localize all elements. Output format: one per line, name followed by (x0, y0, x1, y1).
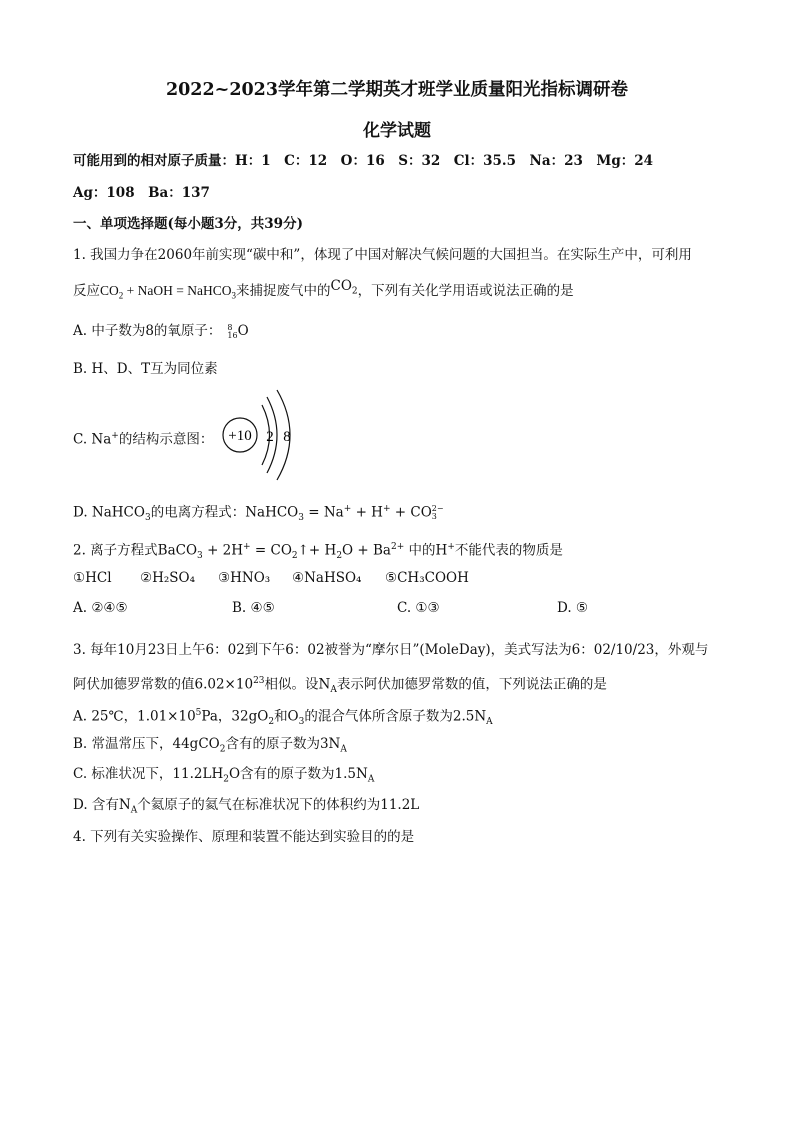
q1-option-d: D. NaHCO$_3$的电离方程式：NaHCO$_3$ = Na+ + H+ + CO 2− 3 (73, 504, 444, 524)
q2-item: ⑤CH₃COOH (385, 570, 469, 586)
q3-option-b: B. 常温常压下，44gCO$_2$含有的原子数为$3N_A$ (73, 736, 347, 755)
q2-option-b: B. ④⑤ (232, 600, 275, 616)
atomic-masses-line1: 可能用到的相对原子质量：H：1 C：12 O：16 S：32 Cl：35.5 Na：23 Mg：24 (73, 153, 654, 169)
q1-option-b: B. H、D、T互为同位素 (73, 361, 218, 377)
exam-title: 2022~2023学年第二学期英才班学业质量阳光指标调研卷 (165, 80, 629, 100)
q1-stem-line2: 反应$CO_2$ + NaOH = NaHCO$_3$来捕捉废气中的$CO_2$，下列有关化学用语或说法正确的是 (73, 278, 574, 301)
section-heading: 一、单项选择题(每小题3分，共39分) (73, 216, 303, 232)
exam-subtitle: 化学试题 (363, 121, 431, 141)
q1-option-a: A. 中子数为8的氧原子： 8 16 O (73, 322, 249, 340)
q1-stem-line1: 1. 我国力争在2060年前实现“碳中和”，体现了中国对解决气候问题的大国担当。在实际生产中，可利用 (73, 247, 692, 263)
q4-stem: 4. 下列有关实验操作、原理和装置不能达到实验目的的是 (73, 829, 415, 845)
shell2-electrons: 8 (283, 429, 291, 445)
q2-stem: 2. 离子方程式BaCO$_3$ + $2H^+ = CO_2↑+ H_2O + Ba^{2+}$ 中的H+不能代表的物质是 (73, 542, 563, 562)
na-ion-structure-diagram (215, 385, 310, 490)
q3-option-a: A. 25℃，$1.01\times 10^5Pa$，$32gO_2$和$O_3$的混合气体所含原子数为$2.5N_A$ (73, 708, 493, 728)
q2-option-c: C. ①③ (397, 600, 440, 616)
q3-stem-line1: 3. 每年10月23日上午6：02到下午6：02被誉为“摩尔日”(MoleDay)，美式写法为6：02/10/23，外观与 (73, 642, 709, 658)
q1-option-c: C. Na+的结构示意图： (73, 431, 214, 448)
q2-option-a: A. ②④⑤ (73, 600, 128, 616)
atomic-masses-line2: Ag：108 Ba：137 (73, 185, 210, 201)
q3-option-d: D. 含有$N_A$个氦原子的氦气在标准状况下的体积约为11.2L (73, 797, 420, 816)
q2-option-d: D. ⑤ (557, 600, 589, 616)
q2-item: ①HCl (73, 570, 112, 586)
shell1-electrons: 2 (266, 429, 274, 445)
nuclide-notation: 8 16 (227, 322, 238, 340)
q2-item: ③HNO₃ (218, 570, 271, 586)
q3-stem-line2: 阿伏加德罗常数的值$6.02\times 10^{23}$相似。设$N_A$表示阿伏加德罗常数的值，下列说法正确的是 (73, 676, 607, 696)
nucleus-charge: +10 (228, 428, 252, 444)
q3-option-c: C. 标准状况下，$11.2LH_2O$含有的原子数为$1.5N_A$ (73, 766, 375, 785)
q2-item: ④NaHSO₄ (292, 570, 362, 586)
q2-item: ②H₂SO₄ (140, 570, 196, 586)
